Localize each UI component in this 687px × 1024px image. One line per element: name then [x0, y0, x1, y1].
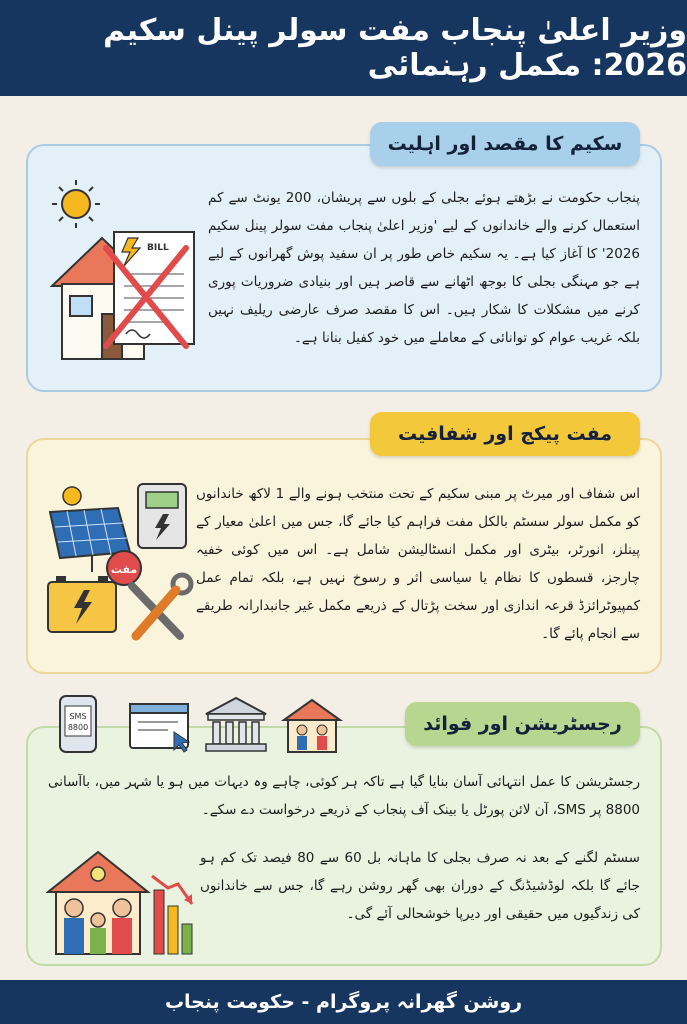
section-purpose-paragraph: پنجاب حکومت نے بڑھتے ہوئے بجلی کے بلوں سے پریشان، 200 یونٹ سے کم استعمال کرنے والے خاندانوں کے لیے 'وزیر اعلیٰ پنجاب مفت سولر پینل سکیم 2026' کا آغاز کیا ہے۔ یہ سکیم خاص طور پر ان سفید پوش گھرانوں کے لیے ہے جو مہنگی بجلی کا بوجھ اٹھانے سے قاصر ہیں اور بنیادی ضروریات پوری کرنے میں مشکلات کا شکار ہیں۔ اس کا مقصد صرف عارضی ریلیف نہیں بلکہ غریب عوام کو توانائی کے معاملے میں خود کفیل بنانا ہے۔ [208, 190, 640, 346]
family-house-icon [48, 852, 148, 954]
small-sun-icon [63, 487, 81, 505]
falling-bills-chart-icon [152, 876, 192, 954]
page-title: وزیر اعلیٰ پنجاب مفت سولر پینل سکیم 2026: مکمل رہنمائی [103, 13, 687, 83]
phone-sms-icon [60, 696, 96, 752]
family-savings-illustration [46, 846, 196, 958]
page-footer [0, 980, 687, 1024]
section-registration-paragraph-top: رجسٹریشن کا عمل انتہائی آسان بنایا گیا ہے تاکہ ہر کوئی، چاہے وہ دیہات میں ہو یا شہر میں، باآسانی 8800 پر SMS، آن لائن پورٹل یا بینک آف پنجاب کے ذریعے درخواست دے سکے۔ [48, 774, 640, 818]
section-purpose-heading-text: سکیم کا مقصد اور اہلیت [387, 133, 623, 155]
section-registration-paragraph-bottom: سسٹم لگنے کے بعد نہ صرف بجلی کا ماہانہ بل 60 سے 80 فیصد تک کم ہو جائے گا بلکہ لوڈشیڈنگ کے دوران بھی گھر روشن رہے گا، جس سے خاندانوں کی زندگیوں میں حقیقی اور دیرپا خوشحالی آئے گی۔ [200, 850, 640, 922]
section-package-heading-text: مفت پیکج اور شفافیت [397, 423, 613, 445]
section-registration-heading-text: رجسٹریشن اور فوائد [423, 713, 622, 735]
family-home-icon [284, 700, 340, 752]
battery-icon [48, 576, 116, 632]
sun-icon [52, 180, 100, 228]
sms-number: 8800 [67, 723, 89, 732]
section-package-paragraph: اس شفاف اور میرٹ پر مبنی سکیم کے تحت منتخب ہونے والے 1 لاکھ خاندانوں کو مکمل سولر سسٹم بالکل مفت فراہم کیا جائے گا، جس میں اعلیٰ معیار کے پینلز، انورٹر، بیٹری اور مکمل انسٹالیشن شامل ہے۔ اس میں کوئی خفیہ چارجز، قسطوں کا نظام یا سیاسی اثر و رسوخ نہیں ہے، بلکہ تمام عمل کمپیوٹرائزڈ قرعہ اندازی اور سخت پڑتال کے ذریعے مکمل غیر جانبدارانہ طریقے سے انجام پائے گا۔ [196, 486, 640, 642]
section-registration-heading [405, 702, 640, 746]
free-badge-label: مفت [110, 563, 138, 576]
section-purpose-heading [370, 122, 640, 166]
footer-text: روشن گھرانہ پروگرام - حکومت پنجاب [164, 991, 523, 1013]
inverter-icon [138, 484, 186, 548]
registration-icons-row [56, 692, 346, 756]
page-header [0, 0, 687, 96]
bank-icon [206, 698, 266, 751]
sms-label: SMS [69, 712, 87, 721]
house-bill-illustration [44, 176, 204, 371]
solar-kit-illustration [40, 474, 196, 654]
free-badge [107, 551, 141, 585]
tools-icon [132, 575, 191, 636]
web-portal-icon [130, 704, 189, 752]
bill-label: BILL [147, 243, 169, 253]
section-package-heading [370, 412, 640, 456]
